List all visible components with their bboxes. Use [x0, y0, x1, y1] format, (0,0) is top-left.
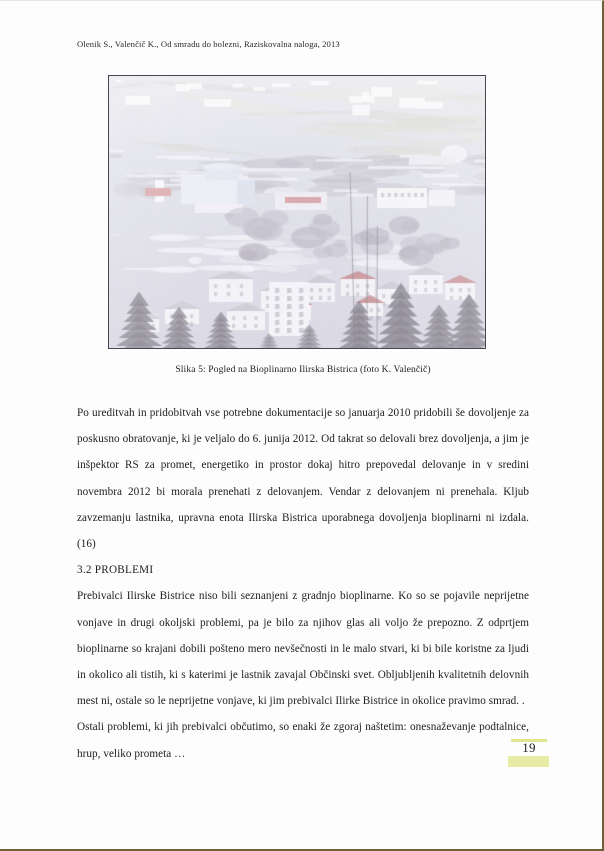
section-heading-problemi: 3.2 PROBLEMI: [77, 564, 154, 577]
page-number: 19: [522, 740, 536, 755]
highlighter-mark-bottom: [508, 756, 549, 767]
paragraph-residents: Prebivalci Ilirske Bistrice niso bili seznanjeni z gradnjo bioplinarne. Ko so se pojavile neprijetne vonjave in drugi okoljski problemi, pa je bilo za njihov glas ali voljo že prepozno. Z odprtjem bioplinarne so krajani dobili pošteno mero nevšečnosti in le malo stvari, ki bi bile koristne za ljudi in okolico ali tistih, ki s katerimi je lastnik zavajal Občinski svet. Obljubljenih kvalitetnih delovnih mest ni, ostale so le neprijetne vonjave, ki jim prebivalci Ilirke Bistrice in okolice pravimo smrad. .: [77, 590, 529, 708]
paragraph-permits: Po ureditvah in pridobitvah vse potrebne dokumentacije so januarja 2010 pridobili še dovoljenje za poskusno obratovanje, ki je veljalo do 6. junija 2012. Od takrat so delovali brez dovoljenja, a jim je inšpektor RS za promet, energetiko in prostor dokaj hitro prepovedal delovanje in v sredini novembra 2012 bi morala prenehati z delovanjem. Vendar z delovanjem ni prenehala. Kljub zavzemanju lastnika, upravna enota Ilirska Bistrica uporabnega dovoljenja bioplinarni ni izdala. (16): [77, 407, 529, 551]
paragraph-other-problems: Ostali problemi, ki jih prebivalci občutimo, so enaki že zgoraj naštetim: onesnaževanje podtalnice, hrup, veliko prometa …: [77, 721, 529, 760]
figure-5: [108, 75, 486, 349]
figure-caption: Slika 5: Pogled na Bioplinarno Ilirska Bistrica (foto K. Valenčič): [175, 364, 431, 375]
aerial-photo-ilirska-bistrica: [109, 76, 485, 348]
photo-frame: [108, 75, 486, 349]
running-header: Olenik S., Valenčič K., Od smradu do bolezni, Raziskovalna naloga, 2013: [77, 39, 340, 49]
body-text-column: [77, 400, 529, 767]
page-number-block: [505, 734, 553, 776]
